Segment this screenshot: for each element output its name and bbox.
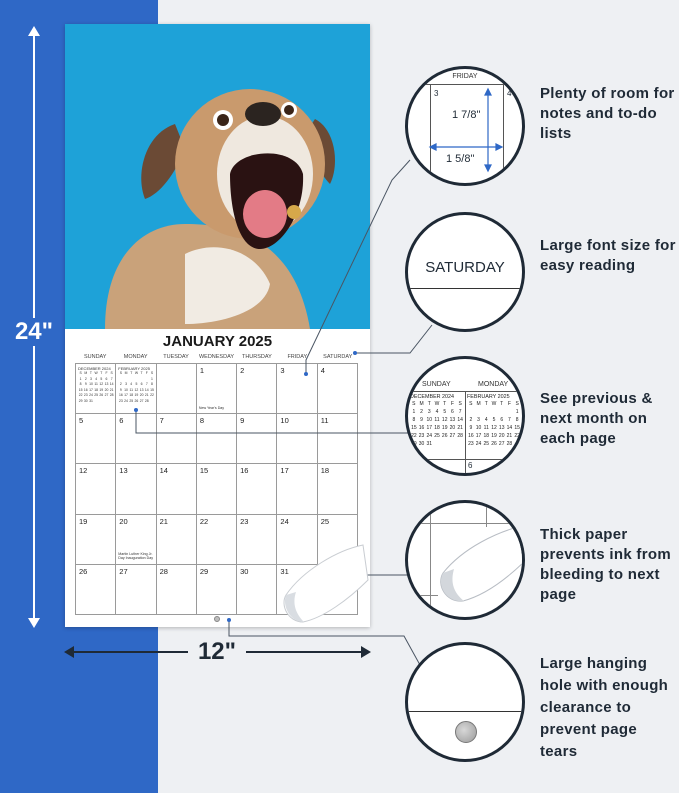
- date-number: 30: [240, 566, 249, 576]
- mini-calendar-day: 26: [134, 398, 139, 403]
- mini-calendar-weekday: M: [84, 371, 88, 375]
- mini-calendar-day: 12: [134, 387, 139, 392]
- mini-calendar-day: 11: [94, 382, 98, 387]
- mini-calendar-weekday: T: [484, 401, 488, 407]
- mini-calendar-day: 27: [498, 441, 505, 447]
- mini-calendar-day: 8: [79, 382, 82, 387]
- dog-photo: [65, 24, 370, 329]
- mini-calendar-day: 1: [79, 376, 82, 381]
- weekday-label: WEDNESDAY: [198, 354, 234, 360]
- calendar-day-cell: [197, 414, 237, 464]
- date-number: 27: [119, 566, 128, 576]
- mini-calendar-weekday: W: [491, 401, 497, 407]
- mini-calendar-day: 11: [434, 417, 440, 423]
- mini-calendar-day: 16: [118, 393, 123, 398]
- calendar-day-cell: [237, 515, 277, 565]
- mini-calendar-day: 19: [491, 433, 497, 439]
- mini-calendar-day: 31: [89, 398, 93, 403]
- thick-paper-curl-illustration: [408, 503, 522, 617]
- mini-calendar-day: 7: [508, 417, 511, 423]
- mini-calendar-day: [506, 408, 514, 416]
- date-number: 10: [280, 416, 289, 426]
- mini-calendar-weekday: T: [89, 371, 92, 375]
- wall-calendar: [65, 24, 370, 627]
- mini-calendar-day: 7: [110, 376, 113, 381]
- mini-calendar-day: 9: [84, 382, 87, 387]
- mini-calendar-day: 24: [124, 398, 128, 403]
- mini-calendar-day: 20: [139, 393, 144, 398]
- date-number: 16: [240, 466, 249, 476]
- mini-calendar-day: 22: [514, 433, 520, 439]
- mini-calendar-weekday: S: [458, 401, 462, 407]
- mini-calendar-day: 11: [129, 387, 133, 392]
- mini-calendar-day: 10: [475, 425, 482, 431]
- date-number: 24: [280, 516, 289, 526]
- mini-calendar-day: [475, 408, 483, 416]
- mini-calendar-day: 2: [469, 417, 473, 423]
- mini-calendar-day: 13: [104, 382, 109, 387]
- date-number: 6: [468, 461, 473, 470]
- weekday-label: SUNDAY: [83, 354, 107, 360]
- mini-calendar-day: 21: [506, 433, 513, 439]
- mini-calendar-day: 4: [484, 417, 488, 423]
- date-number: 7: [159, 416, 164, 426]
- date-number: 23: [240, 516, 249, 526]
- mini-calendar-day: 19: [441, 425, 448, 431]
- dog-illustration: [65, 24, 370, 329]
- mini-calendar-day: 23: [418, 433, 425, 439]
- calendar-day-cell: [157, 364, 197, 414]
- mini-calendar-day: 8: [151, 382, 153, 387]
- page-curl-illustration: [278, 540, 373, 630]
- callout-circle-paper: [405, 500, 525, 620]
- divider-line: [408, 459, 522, 460]
- mini-calendar-weekday: S: [110, 371, 113, 375]
- mini-calendar-day: 6: [500, 417, 504, 423]
- width-measurement-label: 1 5/8": [446, 153, 475, 165]
- calendar-day-cell: [116, 515, 156, 565]
- mini-calendar-weekday: T: [140, 371, 143, 375]
- hanging-hole-closeup: [455, 721, 477, 743]
- calendar-day-cell: [76, 414, 116, 464]
- mini-calendar-day: 3: [427, 409, 431, 415]
- date-number: 1: [199, 366, 205, 375]
- holiday-note: Martin Luther King Jr. Day Inauguration Day: [118, 551, 154, 561]
- date-number: 11: [320, 416, 329, 426]
- mini-calendar-day: 20: [104, 387, 109, 392]
- date-number: 3: [434, 89, 439, 98]
- mini-calendar-weekday: M: [476, 401, 481, 407]
- mini-calendar-weekday: T: [427, 401, 431, 407]
- mini-calendar-weekday: T: [100, 371, 103, 375]
- mini-calendar-day: 28: [109, 393, 114, 398]
- mini-calendar-day: 4: [95, 376, 98, 381]
- mini-calendar-day: [456, 440, 464, 448]
- month-title: JANUARY 2025: [162, 333, 273, 350]
- mini-calendar-day: 12: [441, 417, 448, 423]
- mini-calendar-day: 26: [99, 393, 104, 398]
- mini-calendar-day: 21: [457, 425, 463, 431]
- calendar-day-cell: [318, 464, 358, 514]
- mini-calendar-day: 24: [475, 441, 482, 447]
- height-measurement-label: 1 7/8": [452, 109, 481, 121]
- mini-calendar-day: 4: [435, 409, 439, 415]
- date-number: 17: [280, 466, 289, 476]
- date-number: 21: [159, 516, 168, 526]
- mini-calendar-day: 3: [477, 417, 480, 423]
- mini-calendar-weekday: S: [469, 401, 473, 407]
- mini-calendar-weekday: S: [150, 371, 154, 375]
- mini-calendar-weekday: F: [105, 371, 108, 375]
- calendar-day-cell: [157, 565, 197, 615]
- mini-calendar-day: 2: [84, 376, 87, 381]
- mini-calendar-grid: [78, 371, 114, 405]
- calendar-day-cell: [277, 414, 317, 464]
- mini-calendar-day: 1: [412, 409, 416, 415]
- date-number: 9: [240, 416, 245, 426]
- mini-calendar-weekday: W: [134, 371, 139, 375]
- mini-calendar-day: 28: [506, 441, 513, 447]
- mini-calendar-day: 25: [434, 433, 440, 439]
- mini-calendar-title: DECEMBER 2024: [78, 366, 111, 371]
- mini-calendar-day: 22: [150, 393, 154, 398]
- mini-calendar-day: 20: [449, 425, 456, 431]
- date-number: 13: [119, 466, 128, 476]
- mini-calendar-day: 28: [144, 398, 149, 403]
- mini-calendar-day: 13: [139, 387, 144, 392]
- calendar-day-cell: [318, 414, 358, 464]
- mini-calendar-weekday: S: [515, 401, 519, 407]
- mini-calendar-day: 2: [119, 382, 122, 387]
- mini-calendar-grid: [410, 400, 464, 448]
- calendar-day-cell: [277, 464, 317, 514]
- mini-calendar-day: 6: [451, 409, 454, 415]
- mini-calendar-previous: [78, 366, 114, 405]
- weekday-label: SUNDAY: [422, 381, 451, 388]
- mini-calendar-day: [109, 399, 114, 405]
- mini-calendar-day: [513, 440, 521, 448]
- mini-calendar-day: 17: [89, 387, 93, 392]
- calendar-day-cell: [157, 515, 197, 565]
- weekday-label: MONDAY: [123, 354, 148, 360]
- mini-calendar-weekday: W: [94, 371, 98, 375]
- calendar-day-cell: [197, 515, 237, 565]
- callout-text-font: Large font size for easy reading: [540, 237, 676, 274]
- mini-calendar-day: [441, 440, 449, 448]
- mini-calendar-day: 23: [118, 398, 123, 403]
- mini-calendar-day: 21: [109, 387, 114, 392]
- mini-calendar-day: 15: [411, 425, 417, 431]
- mini-calendar-day: 5: [492, 417, 496, 423]
- mini-calendar-day: 21: [144, 393, 149, 398]
- sample-day-label: SATURDAY: [425, 259, 505, 276]
- date-number: 3: [280, 366, 285, 375]
- date-number: 5: [79, 416, 84, 426]
- mini-calendar-day: [467, 408, 475, 416]
- mini-calendar-weekday: M: [124, 371, 128, 375]
- mini-calendar-day: 14: [109, 382, 114, 387]
- callout-circle-notes: [405, 66, 525, 186]
- date-number: 31: [280, 566, 289, 576]
- mini-calendar-day: 12: [99, 382, 104, 387]
- mini-calendar-weekday: T: [500, 401, 504, 407]
- mini-calendar-day: 5: [100, 376, 103, 381]
- mini-calendar-day: 19: [134, 393, 139, 398]
- mini-calendar-day: 4: [130, 382, 133, 387]
- mini-calendar-day: 19: [99, 387, 104, 392]
- mini-calendar-weekday: T: [443, 401, 447, 407]
- mini-calendar-day: 25: [129, 398, 134, 403]
- mini-calendar-weekday: M: [419, 401, 424, 407]
- mini-calendar-day: [498, 408, 506, 416]
- mini-calendar-day: 15: [78, 387, 83, 392]
- mini-calendar-day: 26: [441, 433, 448, 439]
- mini-calendar-day: 26: [491, 441, 497, 447]
- mini-calendar-day: 8: [412, 417, 416, 423]
- mini-calendar-day: 29: [78, 398, 83, 403]
- mini-calendar-day: 6: [140, 382, 143, 387]
- day-label: FRIDAY: [452, 73, 478, 80]
- holiday-note: New Year's Day: [198, 405, 225, 410]
- calendar-day-cell: [197, 464, 237, 514]
- mini-calendar-day: 25: [94, 393, 99, 398]
- weekday-label: THURSDAY: [241, 354, 272, 360]
- mini-calendar-day: 27: [449, 433, 456, 439]
- mini-calendar-day: 25: [483, 441, 490, 447]
- width-dimension-label: 12": [188, 638, 246, 666]
- mini-calendar-day: 8: [515, 417, 519, 423]
- mini-calendar-day: 5: [443, 409, 447, 415]
- calendar-day-cell: [116, 464, 156, 514]
- date-number: 20: [119, 516, 128, 526]
- mini-calendar-day: 12: [491, 425, 497, 431]
- calendar-day-cell: [318, 364, 358, 414]
- calendar-day-cell: [197, 565, 237, 615]
- mini-calendar-day: 20: [498, 433, 505, 439]
- mini-calendar-day: 28: [457, 433, 463, 439]
- mini-calendar-title: DECEMBER 2024: [410, 394, 455, 400]
- date-number: 4: [320, 366, 325, 375]
- mini-calendar-day: [449, 440, 457, 448]
- cell-border: [465, 391, 466, 476]
- calendar-day-cell: [116, 364, 156, 414]
- mini-calendar-day: 16: [418, 425, 425, 431]
- mini-calendar-day: 1: [515, 409, 519, 415]
- mini-calendar-weekday: T: [130, 371, 133, 375]
- calendar-day-cell: [157, 464, 197, 514]
- calendar-day-cell: [237, 565, 277, 615]
- mini-calendar-day: 7: [145, 382, 148, 387]
- mini-calendar-day: 16: [468, 433, 474, 439]
- mini-calendar-day: 18: [434, 425, 440, 431]
- mini-calendar-day: [490, 408, 498, 416]
- mini-calendar-day: 2: [420, 409, 423, 415]
- date-number: 22: [199, 516, 209, 526]
- date-number: 29: [199, 566, 209, 576]
- mini-calendar-day: 14: [457, 417, 463, 423]
- mini-calendar-day: 9: [119, 387, 122, 392]
- mini-calendar-day: 24: [426, 433, 433, 439]
- weekday-label: TUESDAY: [163, 354, 189, 360]
- mini-calendar-next: [467, 394, 521, 448]
- mini-calendar-next: [118, 366, 154, 405]
- mini-calendar-day: 1: [151, 376, 153, 381]
- mini-calendar-day: 14: [506, 425, 513, 431]
- mini-calendar-day: 9: [420, 417, 423, 423]
- mini-calendar-day: 15: [150, 387, 154, 392]
- mini-calendar-day: [149, 399, 154, 405]
- mini-calendar-day: 16: [83, 387, 88, 392]
- mini-calendar-day: 3: [90, 376, 92, 381]
- date-number: 14: [159, 466, 168, 476]
- mini-calendar-day: 29: [411, 441, 417, 447]
- calendar-day-cell: [277, 364, 317, 414]
- mini-calendar-day: 24: [89, 393, 93, 398]
- mini-calendar-day: 23: [83, 393, 88, 398]
- calendar-day-cell: [76, 464, 116, 514]
- measurement-arrows: [408, 69, 522, 183]
- mini-calendar-day: 10: [426, 417, 433, 423]
- mini-calendar-day: 17: [426, 425, 433, 431]
- mini-calendar-title: FEBRUARY 2025: [467, 394, 510, 400]
- mini-calendar-day: 7: [458, 409, 462, 415]
- calendar-day-cell: [237, 414, 277, 464]
- mini-calendar-day: 13: [449, 417, 456, 423]
- mini-calendar-weekday: F: [507, 401, 511, 407]
- mini-calendar-day: 31: [426, 441, 433, 447]
- mini-calendar-day: 3: [125, 382, 127, 387]
- calendar-day-cell: [116, 565, 156, 615]
- date-number: 25: [320, 516, 330, 526]
- calendar-day-cell: [76, 515, 116, 565]
- date-number: 4: [507, 89, 512, 98]
- weekday-label: FRIDAY: [287, 354, 308, 360]
- mini-calendar-day: 11: [483, 425, 489, 431]
- mini-calendar-day: 17: [475, 433, 482, 439]
- mini-calendar-day: 10: [89, 382, 93, 387]
- mini-calendar-day: 17: [124, 393, 128, 398]
- date-number: 15: [199, 466, 209, 476]
- date-number: 8: [199, 416, 205, 426]
- mini-calendar-previous: [410, 394, 464, 448]
- callout-text-months: See previous & next month on each page: [540, 390, 653, 447]
- weekday-label: MONDAY: [478, 381, 509, 388]
- page-edge-line: [408, 711, 522, 712]
- mini-calendar-day: 6: [105, 376, 108, 381]
- mini-calendar-day: [482, 408, 490, 416]
- callout-text-paper: Thick paper prevents ink from bleeding to next page: [540, 526, 671, 603]
- mini-calendar-weekday: S: [79, 371, 82, 375]
- date-number: 12: [79, 466, 88, 476]
- mini-calendar-day: 18: [129, 393, 134, 398]
- callout-circle-hole: [405, 642, 525, 762]
- calendar-day-cell: [197, 364, 237, 414]
- weekday-label: SATURDAY: [323, 354, 353, 360]
- mini-calendar-grid: [467, 400, 521, 448]
- mini-calendar-day: 10: [124, 387, 128, 392]
- callout-text-hole: Large hanging hole with enough clearance to prevent page tears: [540, 655, 669, 760]
- date-number: 26: [79, 566, 88, 576]
- callout-circle-font: [405, 212, 525, 332]
- mini-calendar-title: FEBRUARY 2025: [118, 366, 150, 371]
- mini-calendar-day: 18: [94, 387, 99, 392]
- mini-calendar-day: 22: [78, 393, 83, 398]
- mini-calendar-grid: [118, 371, 154, 405]
- mini-calendar-day: [433, 440, 441, 448]
- mini-calendar-day: 15: [514, 425, 520, 431]
- mini-calendar-day: 27: [104, 393, 109, 398]
- mini-calendar-weekday: S: [119, 371, 122, 375]
- mini-calendar-weekday: W: [434, 401, 440, 407]
- calendar-day-cell: [76, 565, 116, 615]
- calendar-day-cell: [237, 364, 277, 414]
- mini-calendar-day: 27: [139, 398, 144, 403]
- mini-calendar-day: 9: [469, 425, 473, 431]
- date-number: 28: [159, 566, 168, 576]
- divider-line: [408, 288, 522, 289]
- mini-calendar-day: 14: [144, 387, 149, 392]
- calendar-day-cell: [116, 414, 156, 464]
- mini-calendar-weekday: S: [412, 401, 416, 407]
- date-number: 2: [240, 366, 245, 375]
- calendar-day-cell: [237, 464, 277, 514]
- mini-calendar-day: 13: [498, 425, 505, 431]
- height-dimension-label: 24": [11, 318, 57, 346]
- mini-calendar-day: 5: [135, 382, 138, 387]
- mini-calendar-day: 30: [418, 441, 425, 447]
- mini-calendar-day: 18: [483, 433, 490, 439]
- calendar-day-cell: [157, 414, 197, 464]
- mini-calendar-weekday: F: [450, 401, 454, 407]
- mini-calendar-day: 30: [83, 398, 88, 403]
- mini-calendar-weekday: F: [145, 371, 148, 375]
- date-number: 6: [119, 416, 124, 426]
- date-number: 18: [320, 466, 330, 476]
- mini-calendar-day: 23: [468, 441, 474, 447]
- hanging-hole: [214, 616, 220, 622]
- calendar-day-cell: [76, 364, 116, 414]
- callout-text-notes: Plenty of room for notes and to-do lists: [540, 85, 675, 142]
- callout-circle-months: [405, 356, 525, 476]
- date-number: 19: [79, 516, 88, 526]
- mini-calendar-day: 22: [411, 433, 417, 439]
